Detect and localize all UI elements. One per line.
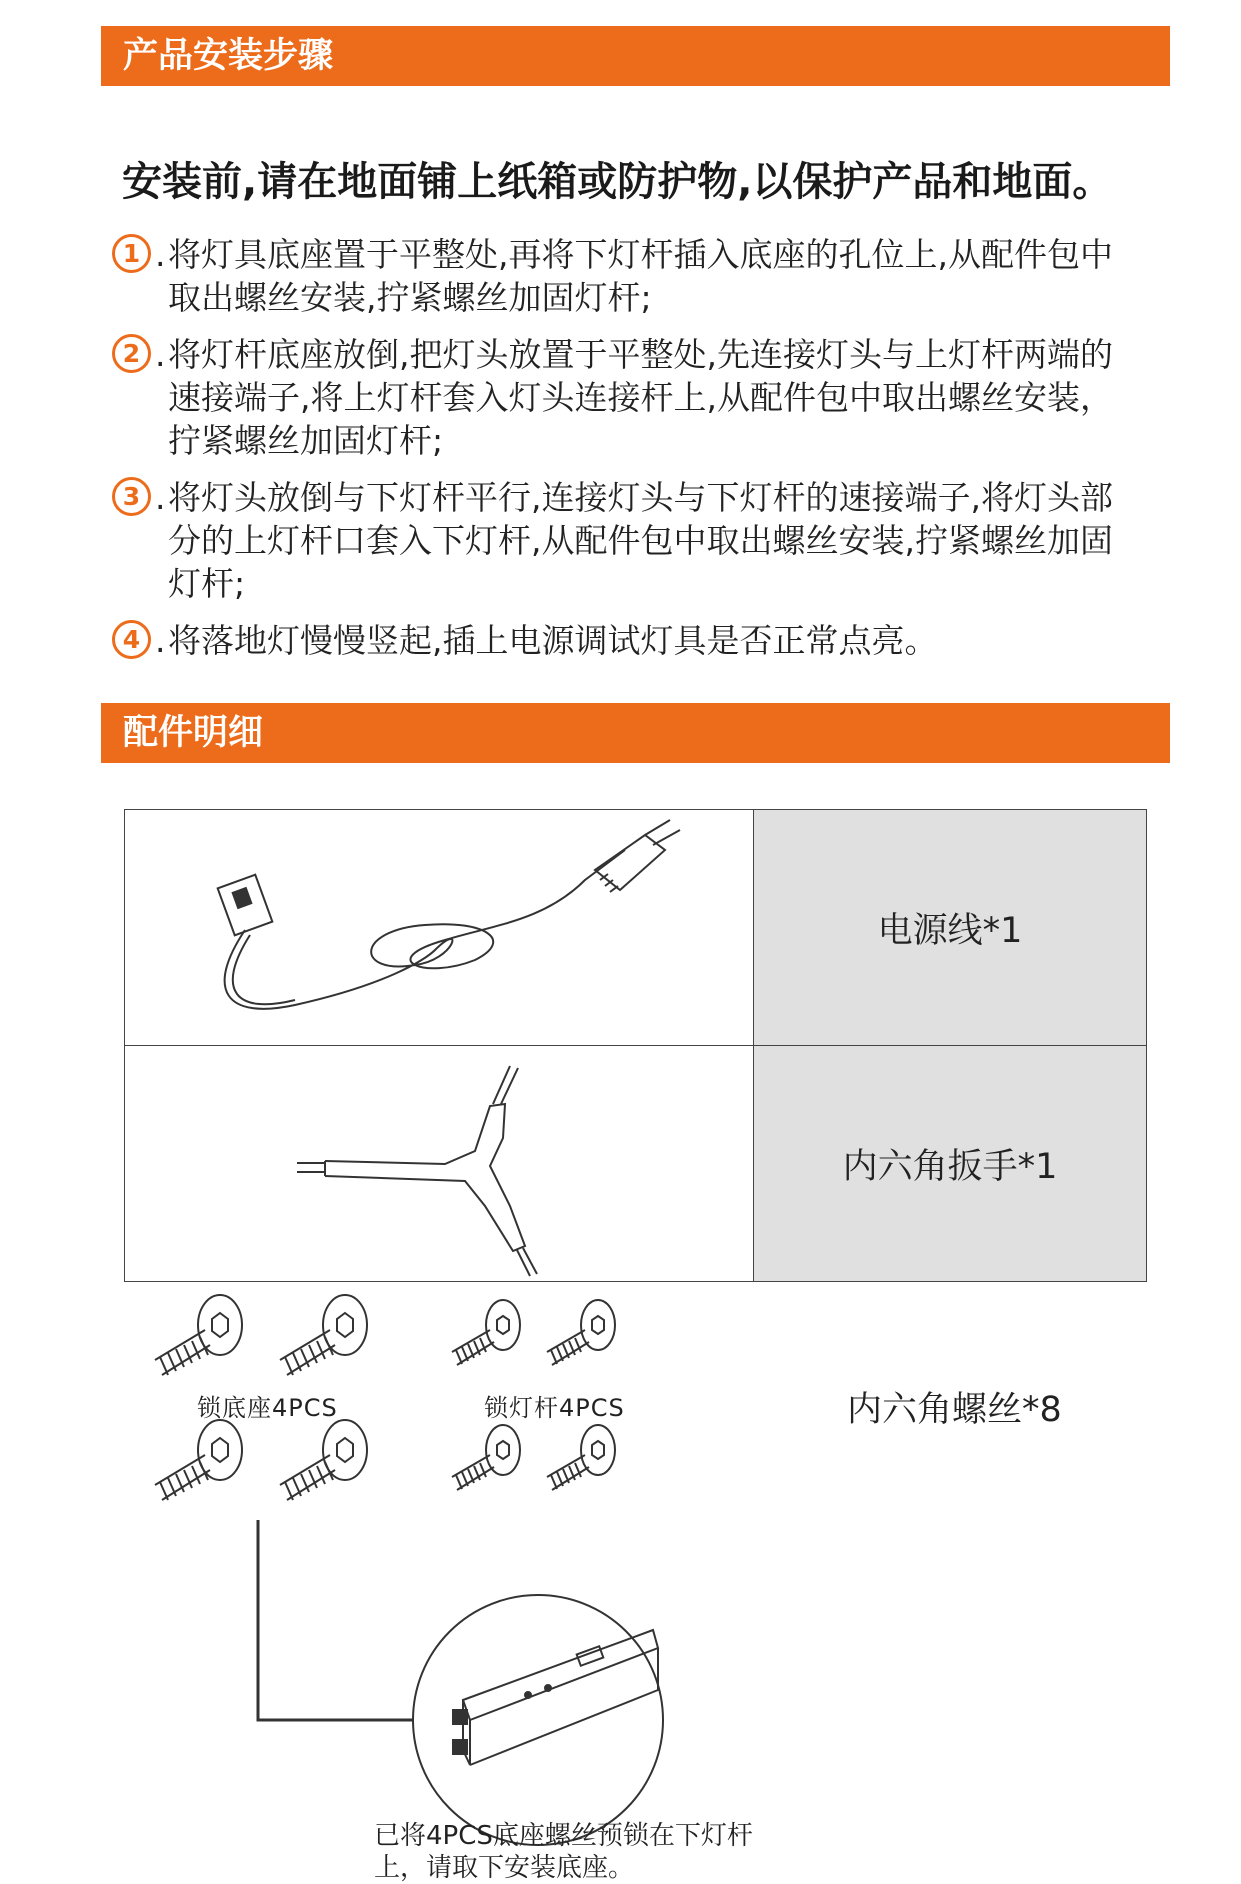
- step-text: 将灯具底座置于平整处,再将下灯杆插入底座的孔位上,从配件包中取出螺丝安装,拧紧螺丝加固灯杆;: [168, 235, 1113, 317]
- hex-wrench-label: 内六角扳手*1: [842, 1146, 1058, 1187]
- section-banner-install: [101, 26, 1170, 86]
- step-number-3: 3: [112, 477, 151, 516]
- step-item: 2 . 将灯杆底座放倒,把灯头放置于平整处,先连接灯头与上灯杆两端的速接端子,将上灯杆套入灯头连接杆上,从配件包中取出螺丝安装，拧紧螺丝加固灯杆;: [112, 333, 1142, 462]
- install-steps: [112, 233, 1142, 676]
- step-item: 4 . 将落地灯慢慢竖起,插上电源调试灯具是否正常点亮。: [112, 619, 1142, 662]
- hex-wrench-illustration: [125, 1046, 755, 1283]
- step-text: 将灯头放倒与下灯杆平行,连接灯头与下灯杆的速接端子,将灯头部分的上灯杆口套入下灯杆,从配件包中取出螺丝安装,拧紧螺丝加固灯杆;: [168, 478, 1113, 603]
- warning-text: 安装前,请在地面铺上纸箱或防护物,以保护产品和地面。: [122, 159, 1113, 205]
- step-text: 将灯杆底座放倒,把灯头放置于平整处,先连接灯头与上灯杆两端的速接端子,将上灯杆套入灯头连接杆上,从配件包中取出螺丝安装，拧紧螺丝加固灯杆;: [168, 335, 1113, 460]
- power-cord-label: 电源线*1: [877, 910, 1023, 951]
- step-item: 3 . 将灯头放倒与下灯杆平行,连接灯头与下灯杆的速接端子,将灯头部分的上灯杆口套入下灯杆,从配件包中取出螺丝安装,拧紧螺丝加固灯杆;: [112, 476, 1142, 605]
- step-item: 1 . 将灯具底座置于平整处,再将下灯杆插入底座的孔位上,从配件包中取出螺丝安装,拧紧螺丝加固灯杆;: [112, 233, 1142, 319]
- base-screws-label: 锁底座4PCS: [197, 1394, 338, 1422]
- pre-installed-screws-note: 已将4PCS底座螺丝预锁在下灯杆上，请取下安装底座。: [374, 1821, 753, 1883]
- power-cord-name-cell: [753, 809, 1147, 1046]
- rod-screws-label: 锁灯杆4PCS: [484, 1394, 625, 1422]
- step-number-2: 2: [112, 334, 151, 373]
- hex-wrench-image-cell: [124, 1045, 754, 1282]
- power-cord-image-cell: [124, 809, 754, 1046]
- rod-detail-illustration: [408, 1590, 668, 1850]
- power-cord-illustration: [125, 810, 755, 1047]
- step-number-4: 4: [112, 620, 151, 659]
- section-banner-parts: [101, 703, 1170, 763]
- hex-screws-label: 内六角螺丝*8: [847, 1390, 1062, 1430]
- step-text: 将落地灯慢慢竖起,插上电源调试灯具是否正常点亮。: [168, 621, 938, 660]
- hex-wrench-name-cell: [753, 1045, 1147, 1282]
- section-title: 配件明细: [123, 713, 264, 753]
- section-title: 产品安装步骤: [123, 36, 334, 76]
- step-number-1: 1: [112, 234, 151, 273]
